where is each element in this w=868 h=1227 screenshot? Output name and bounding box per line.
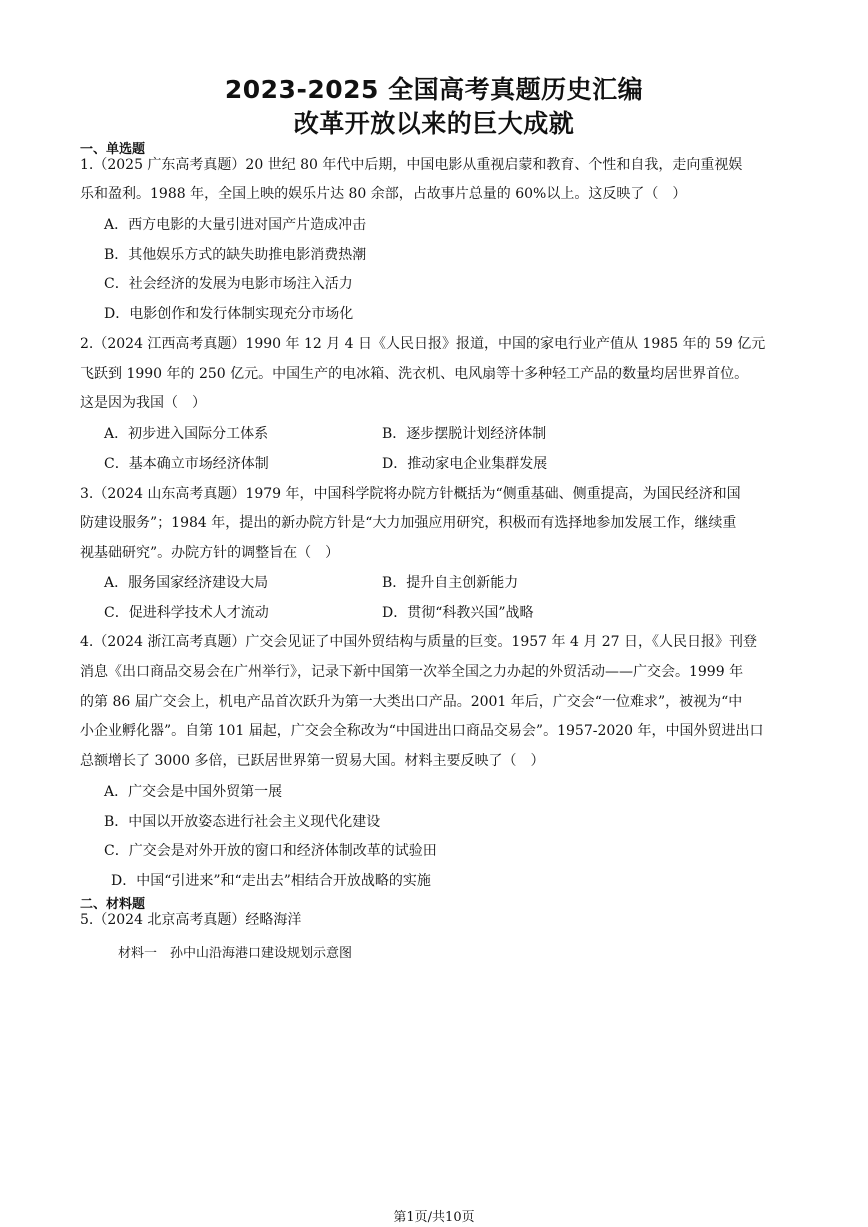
question-4-option-b: B．中国以开放姿态进行社会主义现代化建设 [104, 814, 381, 830]
question-4-option-d: D．中国“引进来”和“走出去”相结合开放战略的实施 [111, 873, 431, 889]
question-2-text-line: 这是因为我国（ ） [80, 395, 206, 411]
question-1-option-a: A．西方电影的大量引进对国产片造成冲击 [104, 217, 367, 233]
question-4-text-line: 小企业孵化器”。自第 101 届起，广交会全称改为“中国进出口商品交易会”。1957-2020 年，中国外贸进出口 [80, 723, 764, 739]
question-1-option-d: D．电影创作和发行体制实现充分市场化 [104, 306, 354, 322]
question-3-option-d: D．贯彻“科教兴国”战略 [382, 605, 534, 621]
page-number: 第1页/共10页 [393, 1210, 475, 1225]
document-title: 2023-2025 全国高考真题历史汇编 [224, 75, 644, 104]
question-4-text-line: 消息《出口商品交易会在广州举行》，记录下新中国第一次举全国之力办起的外贸活动——广交会。1999 年 [80, 664, 744, 680]
question-3-text-line: 视基础研究”。办院方针的调整旨在（ ） [80, 545, 340, 561]
question-4-text-line: 的第 86 届广交会上，机电产品首次跃升为第一大类出口产品。2001 年后，广交会“一位难求”，被视为“中 [80, 694, 743, 710]
question-1-text-line: 1.（2025 广东高考真题）20 世纪 80 年代中后期，中国电影从重视启蒙和教育、个性和自我，走向重视娱 [80, 157, 743, 173]
question-3-option-a: A．服务国家经济建设大局 [104, 575, 269, 591]
question-1-text-line: 乐和盈利。1988 年，全国上映的娱乐片达 80 余部，占故事片总量的 60%以上。这反映了（ ） [80, 186, 687, 202]
question-3-option-b: B．提升自主创新能力 [382, 575, 519, 591]
question-4-option-a: A．广交会是中国外贸第一展 [104, 784, 283, 800]
question-1-option-c: C．社会经济的发展为电影市场注入活力 [104, 276, 353, 292]
question-2-option-b: B．逐步摆脱计划经济体制 [382, 426, 547, 442]
question-2-option-d: D．推动家电企业集群发展 [382, 456, 548, 472]
question-3-text-line: 3.（2024 山东高考真题）1979 年，中国科学院将办院方针概括为“侧重基础、侧重提高，为国民经济和国 [80, 486, 741, 502]
section-heading-single-choice: 一、单选题 [80, 142, 146, 157]
question-2-option-c: C．基本确立市场经济体制 [104, 456, 269, 472]
question-1-option-b: B．其他娱乐方式的缺失助推电影消费热潮 [104, 247, 367, 263]
material-1-figure-area [80, 965, 788, 1195]
document-subtitle: 改革开放以来的巨大成就 [293, 109, 575, 138]
question-2-option-a: A．初步进入国际分工体系 [104, 426, 269, 442]
material-1-caption: 材料一 孙中山沿海港口建设规划示意图 [118, 946, 353, 961]
question-2-text-line: 飞跃到 1990 年的 250 亿元。中国生产的电冰箱、洗衣机、电风扇等十多种轻工产品的数量均居世界首位。 [80, 366, 749, 382]
question-4-text-line: 4.（2024 浙江高考真题）广交会见证了中国外贸结构与质量的巨变。1957 年 4 月 27 日，《人民日报》刊登 [80, 634, 758, 650]
question-4-text-line: 总额增长了 3000 多倍，已跃居世界第一贸易大国。材料主要反映了（ ） [80, 753, 545, 769]
section-heading-material: 二、材料题 [80, 897, 146, 912]
question-3-option-c: C．促进科学技术人才流动 [104, 605, 269, 621]
question-2-text-line: 2.（2024 江西高考真题）1990 年 12 月 4 日《人民日报》报道，中国的家电行业产值从 1985 年的 59 亿元 [80, 336, 766, 352]
question-5-text-line: 5.（2024 北京高考真题）经略海洋 [80, 912, 302, 928]
question-4-option-c: C．广交会是对外开放的窗口和经济体制改革的试验田 [104, 843, 437, 859]
question-3-text-line: 防建设服务”；1984 年，提出的新办院方针是“大力加强应用研究，积极而有选择地参加发展工作，继续重 [80, 515, 737, 531]
